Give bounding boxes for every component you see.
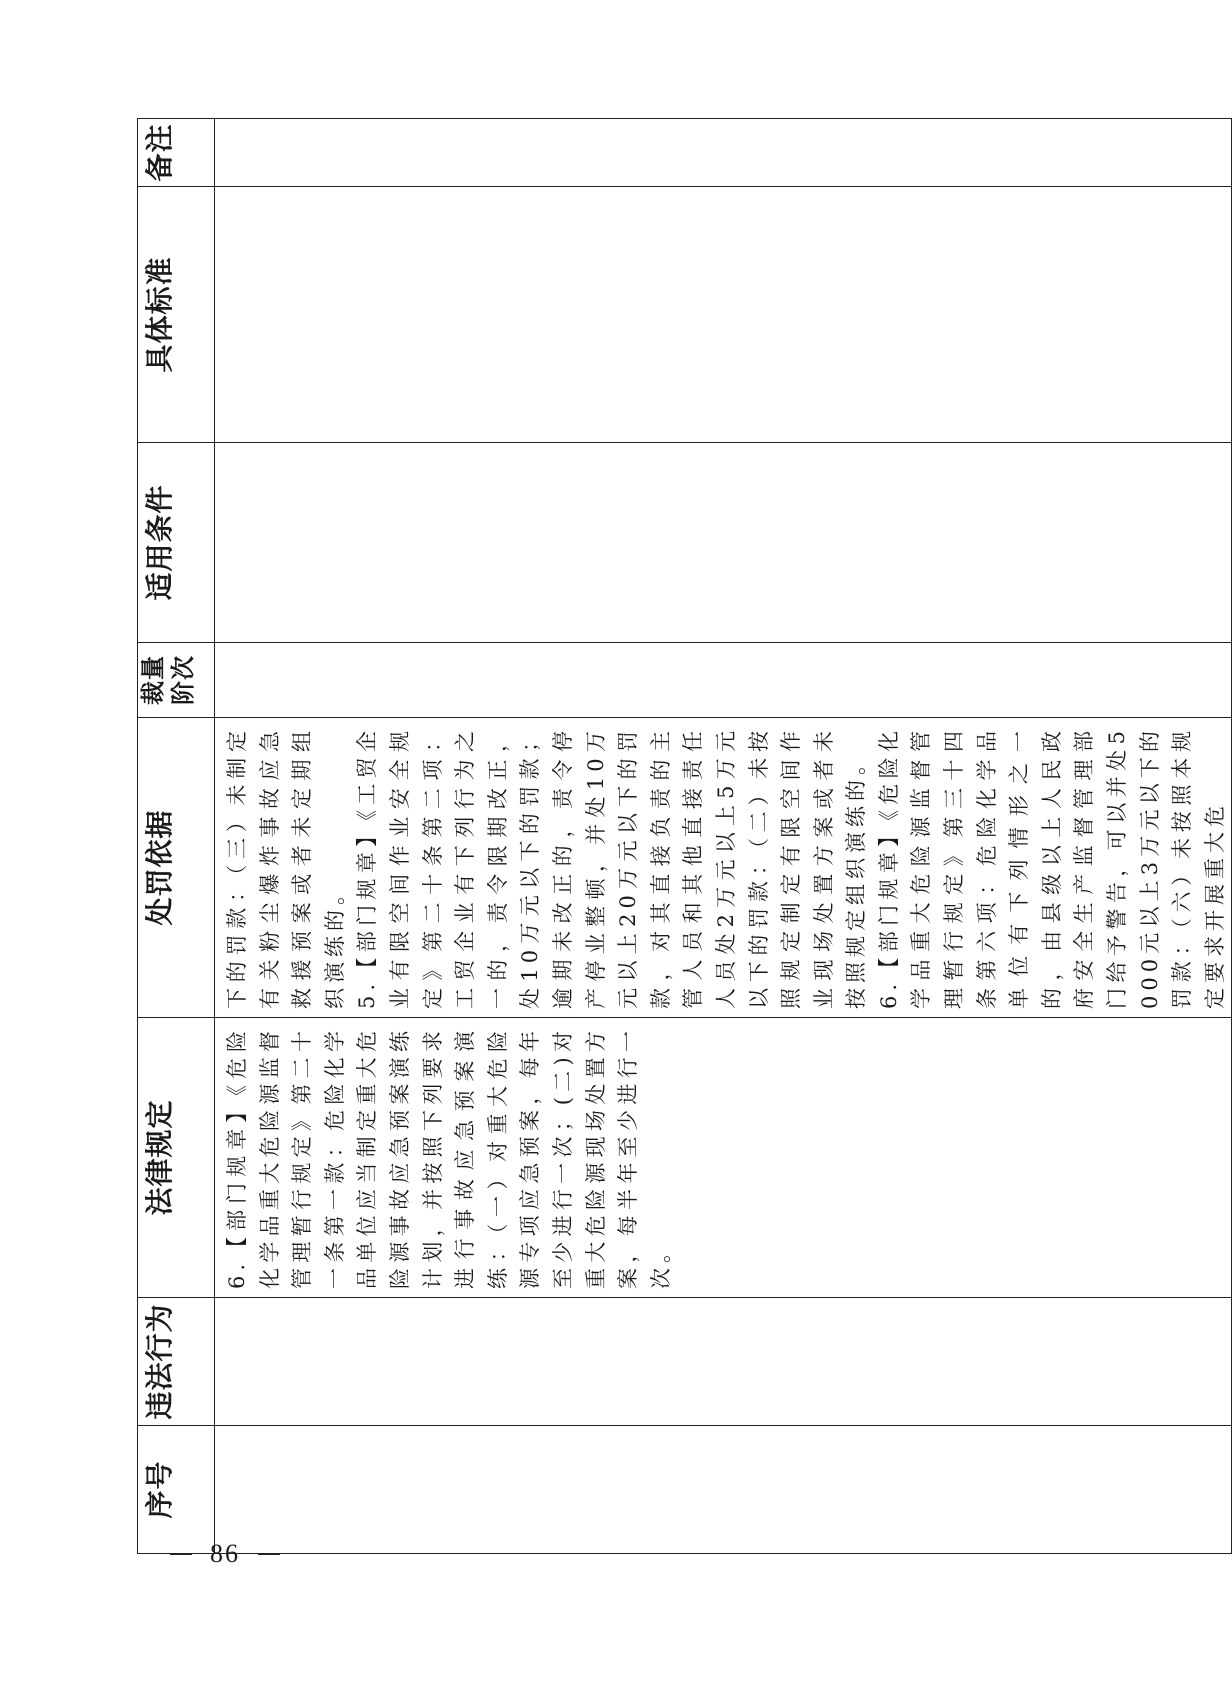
rotated-table-frame <box>137 119 1227 1554</box>
header-standard: 具体标准 <box>138 187 215 443</box>
header-discretion-level: 裁量阶次 <box>138 643 215 718</box>
legal-provision-text: 6.【部门规章】《危险化学品重大危险源监督管理暂行规定》第二十一条第一款：危险化学品单位应当制定重大危险源事故应急预案演练计划，并按照下列要求进行事故应急预案演练：（一）对重大危险源专项应急预案，每年至少进行一次；(二)对重大危险源现场处置方案，每半年至少进行一次。 <box>225 1026 673 1289</box>
cell-remarks <box>215 119 1232 187</box>
header-seq: 序号 <box>138 1426 215 1554</box>
header-conditions: 适用条件 <box>138 443 215 643</box>
rotated-page-area <box>137 119 1227 1554</box>
penalty-basis-paragraph: 6.【部门规章】《危险化学品重大危险源监督管理暂行规定》第三十四条第六项：危险化学品单位有下列情形之一的，由县级以上人民政府安全生产监督管理部门给予警告，可以并处5000元以上3万元以下的罚款：（六）未按照本规定要求开展重大危 <box>876 726 1227 1009</box>
penalty-basis-text <box>215 718 1231 1017</box>
table-header-row <box>138 119 215 1554</box>
page-dash-left <box>170 1554 192 1555</box>
cell-discretion-level <box>215 643 1232 718</box>
header-legal-provision: 法律规定 <box>138 1018 215 1298</box>
cell-legal-provision <box>215 1018 1232 1298</box>
page-number-footer <box>170 1534 300 1574</box>
penalty-standards-table <box>137 118 1232 1554</box>
table-row <box>215 119 1232 1554</box>
header-penalty-basis: 处罚依据 <box>138 718 215 1018</box>
page-number: 86 <box>210 1539 240 1568</box>
cell-seq <box>215 1426 1232 1554</box>
cell-violation <box>215 1298 1232 1426</box>
header-violation: 违法行为 <box>138 1298 215 1426</box>
penalty-basis-paragraph: 下的罚款：（三）未制定有关粉尘爆炸事故应急救援预案或者未定期组织演练的。 <box>225 726 347 1009</box>
cell-standard <box>215 187 1232 443</box>
page-dash-right <box>258 1554 280 1555</box>
cell-conditions <box>215 443 1232 643</box>
penalty-basis-paragraph: 5.【部门规章】《工贸企业有限空间作业安全规定》第二十条第二项：工贸企业有下列行为之一的，责令限期改正，处10万元以下的罚款；逾期未改正的，责令停产停业整顿，并处10万元以上20万元以下的罚款，对其直接负责的主管人员和其他直接责任人员处2万元以上5万元以下的罚款：（二）未按照规定制定有限空间作业现场处置方案或者未按照规定组织演练的。 <box>355 726 869 1009</box>
cell-penalty-basis <box>215 718 1232 1018</box>
header-remarks: 备注 <box>138 119 215 187</box>
